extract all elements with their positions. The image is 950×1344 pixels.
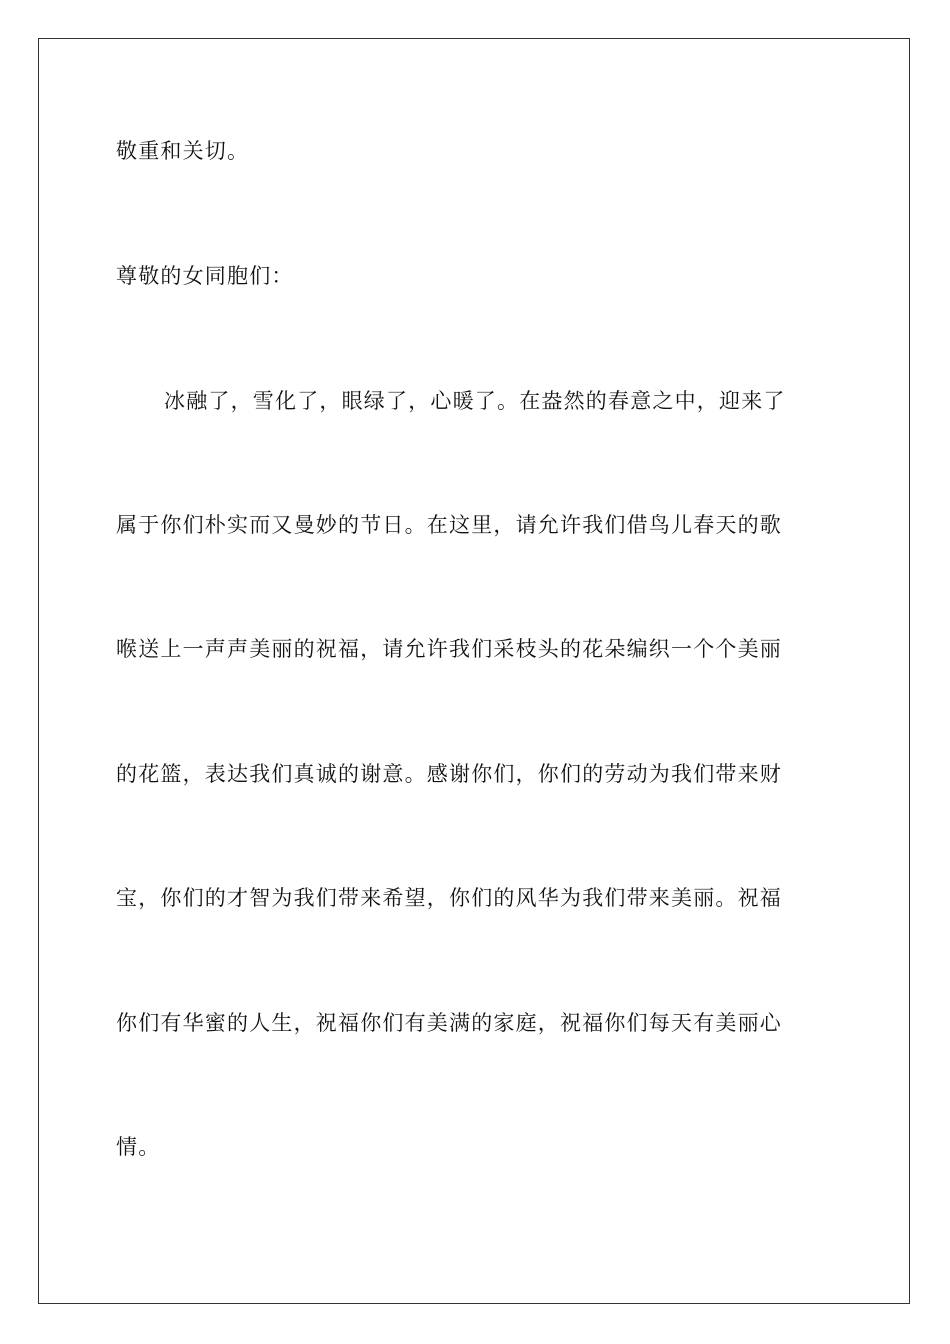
salutation: 尊敬的女同胞们： (116, 264, 294, 288)
paragraph-line-7: 情。 (116, 1135, 161, 1159)
paragraph-line-1: 冰融了，雪化了，眼绿了，心暖了。在盎然的春意之中，迎来了 (164, 389, 786, 413)
page-border (38, 38, 910, 1304)
paragraph-line-5: 宝，你们的才智为我们带来希望，你们的风华为我们带来美丽。祝福 (116, 886, 782, 910)
paragraph-line-3: 喉送上一声声美丽的祝福，请允许我们采枝头的花朵编织一个个美丽 (116, 637, 782, 661)
paragraph-line-4: 的花篮，表达我们真诚的谢意。感谢你们，你们的劳动为我们带来财 (116, 762, 782, 786)
paragraph-line-2: 属于你们朴实而又曼妙的节日。在这里，请允许我们借鸟儿春天的歌 (116, 513, 782, 537)
text-line-closing: 敬重和关切。 (116, 139, 250, 163)
paragraph-line-6: 你们有华蜜的人生，祝福你们有美满的家庭，祝福你们每天有美丽心 (116, 1011, 782, 1035)
